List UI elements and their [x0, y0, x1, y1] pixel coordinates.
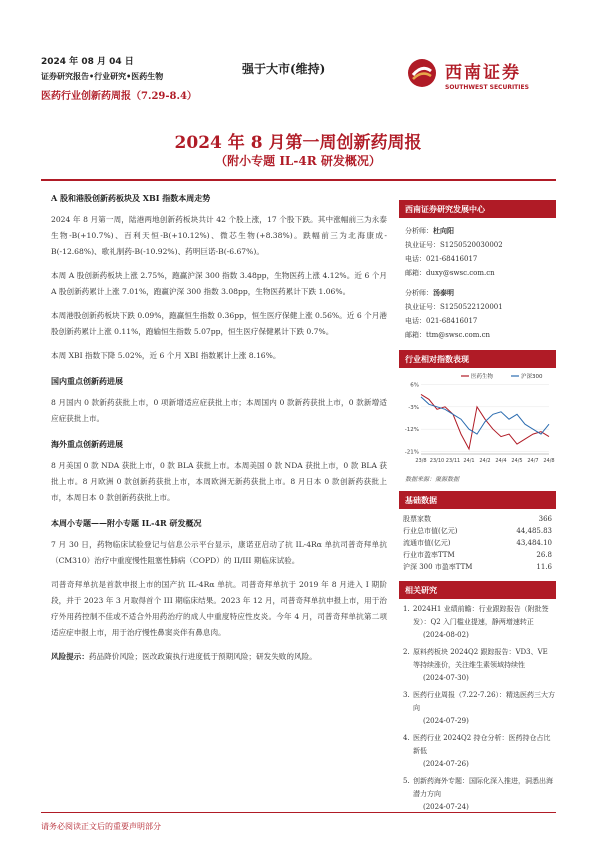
series-line	[421, 397, 549, 434]
related-number: 3.	[403, 691, 410, 699]
fundamentals-header: 基础数据	[399, 491, 556, 509]
related-report-link[interactable]	[399, 732, 556, 771]
x-tick-label: 24/4	[495, 458, 507, 464]
logo-text-en: SOUTHWEST SECURITIES	[445, 84, 529, 91]
risk-text: 药品降价风险；医改政策执行进度低于预期风险；研发失败的风险。	[88, 652, 317, 661]
report-series-name: 医药行业创新药周报（7.29-8.4）	[41, 91, 197, 102]
paragraph: 8 月国内 0 款新药获批上市，0 项新增适应症获批上市；本周国内 0 款新药获批上市，0 款新增适应症获批上市。	[51, 398, 387, 423]
related-title: 医药行业 2024Q2 持仓分析：医药持仓占比新低	[413, 734, 551, 755]
analyst-name: 杜向阳	[433, 226, 454, 235]
related-report-link[interactable]	[399, 689, 556, 728]
risk-label: 风险提示：	[51, 652, 89, 661]
related-date: (2024-07-30)	[423, 674, 469, 682]
report-date: 2024 年 08 月 04 日	[41, 57, 134, 67]
section-heading-domestic: 国内重点创新药进展	[51, 376, 123, 386]
paragraph: 本周 A 股创新药板块上涨 2.75%，跑赢沪深 300 指数 3.48pp，生物医药上涨 4.12%。近 6 个月 A 股创新药累计上涨 7.01%，跑赢沪深 300 指数 3.08pp，生物医药累计下跌 1.06%。	[51, 271, 387, 296]
paragraph: 本周港股创新药板块下跌 0.09%，跑赢恒生指数 0.36pp，恒生医疗保健上涨 0.56%。近 6 个月港股创新药累计上涨 0.11%，跑输恒生指数 5.07pp，恒生医疗保健累计下跌 0.7%。	[51, 311, 387, 336]
report-category: 证券研究报告•行业研究•医药生物	[41, 71, 164, 81]
analyst-card	[399, 224, 556, 280]
x-tick-label: 23/10	[429, 458, 445, 464]
related-report-link[interactable]	[399, 603, 556, 642]
x-tick-label: 24/5	[511, 458, 523, 464]
related-date: (2024-07-24)	[423, 803, 469, 811]
fundamentals-value: 43,484.10	[516, 539, 552, 547]
analyst-card	[399, 286, 556, 342]
related-date: (2024-07-29)	[423, 717, 469, 725]
risk-warning	[51, 649, 387, 665]
footer-disclaimer: 请务必阅读正文后的重要声明部分	[41, 812, 556, 832]
x-tick-label: 24/7	[527, 458, 539, 464]
chart-svg	[399, 370, 556, 470]
y-tick-label: 6%	[410, 382, 419, 389]
section-heading-overseas: 海外重点创新药进展	[51, 439, 123, 449]
x-tick-label: 24/1	[463, 458, 475, 464]
related-title: 医药行业周报（7.22-7.26）：精选医药三大方向	[413, 691, 556, 712]
paragraph: 2024 年 8 月第一周，陆港两地创新药板块共计 42 个股上涨，17 个股下跌。其中涨幅前三为永泰生物-B(+10.7%)、百利天恒-B(+10.12%)、微芯生物(+8.38%)。跌幅前三为北海康成-B(-12.68%)、歌礼制药-B(-10.92%)、药明巨诺-B(-6.67%)。	[51, 215, 387, 256]
report-subtitle: （附小专题 IL-4R 研发概况）	[215, 154, 381, 168]
logo-mark-icon	[407, 58, 437, 88]
y-tick-label: -3%	[408, 404, 419, 411]
legend-label: 沪深300	[521, 374, 543, 380]
analyst-email[interactable]: 邮箱：ttm@swsc.com.cn	[405, 331, 491, 339]
industry-rating: 强于大市(维持)	[242, 62, 326, 76]
main-body	[51, 193, 387, 673]
related-header: 相关研究	[399, 581, 556, 599]
related-list	[399, 603, 556, 814]
fundamentals-label: 行业市盈率TTM	[403, 551, 455, 559]
research-center-header: 西南证券研究发展中心	[399, 200, 556, 218]
related-title: 创新药海外专题：国际化深入推进，洞悉出海潜力方向	[413, 777, 553, 798]
analyst-role: 分析师：	[405, 289, 433, 297]
section-heading-market: A 股和港股创新药板块及 XBI 指数本周走势	[51, 193, 211, 203]
fundamentals-value: 26.8	[536, 551, 552, 559]
fundamentals-value: 366	[538, 515, 552, 523]
fundamentals-row	[399, 549, 556, 561]
related-date: (2024-07-26)	[423, 760, 469, 768]
related-report-link[interactable]	[399, 775, 556, 814]
x-tick-label: 24/2	[479, 458, 491, 464]
paragraph: 司普奇拜单抗是首款申报上市的国产抗 IL-4Rα 单抗。司普奇拜单抗于 2019 年 8 月进入 I 期阶段，并于 2023 年 3 月取得首个 III 期临床结果。2023 年 12 月，司普奇拜单抗申报上市，用于治疗外用药控制不佳或不适合外用药治疗的成人中重度特应性皮炎。今年 4 月，司普奇拜单抗第二项适应症申报上市，用于治疗慢性鼻窦炎伴有鼻息肉。	[51, 580, 387, 637]
related-number: 5.	[403, 777, 410, 785]
fundamentals-row	[399, 561, 556, 573]
company-logo	[405, 54, 555, 98]
fundamentals-label: 流通市值(亿元)	[403, 539, 451, 547]
analyst-name: 汤泰明	[433, 288, 454, 297]
chart-source: 数据来源：聚源数据	[405, 476, 460, 483]
fundamentals-label: 沪深 300 市盈率TTM	[403, 563, 473, 571]
analyst-cert: 执业证号：S1250522120001	[405, 303, 503, 311]
analyst-phone: 电话：021-68416017	[405, 317, 478, 325]
logo-text-cn: 西南证券	[445, 63, 521, 83]
fundamentals-table	[399, 513, 556, 573]
fundamentals-label: 股票家数	[403, 515, 431, 523]
y-tick-label: -12%	[404, 427, 419, 434]
fundamentals-value: 11.6	[536, 563, 552, 571]
fundamentals-row	[399, 513, 556, 525]
x-tick-label: 24/8	[543, 458, 555, 464]
analyst-email[interactable]: 邮箱：duxy@swsc.com.cn	[405, 269, 495, 277]
paragraph: 本周 XBI 指数下降 5.02%，近 6 个月 XBI 指数累计上涨 8.16%。	[51, 351, 281, 360]
related-title: 原料药板块 2024Q2 跟踪报告：VD3、VE 等持续涨价，关注维生素领域持续性	[413, 648, 548, 669]
related-number: 1.	[403, 605, 410, 613]
fundamentals-row	[399, 525, 556, 537]
fundamentals-value: 44,485.83	[516, 527, 552, 535]
legend-label: 医药生物	[471, 374, 494, 380]
fundamentals-label: 行业总市值(亿元)	[403, 527, 458, 535]
chart-header: 行业相对指数表现	[399, 350, 556, 368]
y-tick-label: -21%	[404, 449, 419, 456]
analyst-role: 分析师：	[405, 227, 433, 235]
paragraph: 7 月 30 日，药物临床试验登记与信息公示平台显示，康诺亚启动了抗 IL-4Rα 单抗司普奇拜单抗（CM310）治疗中重度慢性阻塞性肺病（COPD）的 II/III 期临床试验。	[51, 540, 387, 565]
sidebar	[399, 200, 556, 814]
relative-index-chart	[399, 370, 556, 470]
related-title: 2024H1 业绩前瞻：行业跟踪报告（附批签发）：Q2 入门槛业提速，静两增速转正	[413, 605, 549, 626]
title-divider	[41, 179, 556, 181]
related-date: (2024-08-02)	[423, 631, 469, 639]
paragraph: 8 月美国 0 款 NDA 获批上市，0 款 BLA 获批上市。本周美国 0 款 NDA 获批上市，0 款 BLA 获批上市。8 月欧洲 0 款创新药获批上市，本周欧洲无新药获批上市。8 月日本 0 款创新药获批上市，本周日本 0 款创新药获批上市。	[51, 461, 387, 502]
related-report-link[interactable]	[399, 646, 556, 685]
fundamentals-row	[399, 537, 556, 549]
report-title: 2024 年 8 月第一周创新药周报	[174, 133, 422, 153]
related-number: 4.	[403, 734, 410, 742]
analyst-cert: 执业证号：S1250520030002	[405, 241, 503, 249]
related-number: 2.	[403, 648, 410, 656]
analyst-phone: 电话：021-68416017	[405, 255, 478, 263]
x-tick-label: 23/8	[415, 458, 427, 464]
section-heading-topic: 本周小专题——附小专题 IL-4R 研发概况	[51, 518, 202, 528]
x-tick-label: 23/11	[445, 458, 461, 464]
